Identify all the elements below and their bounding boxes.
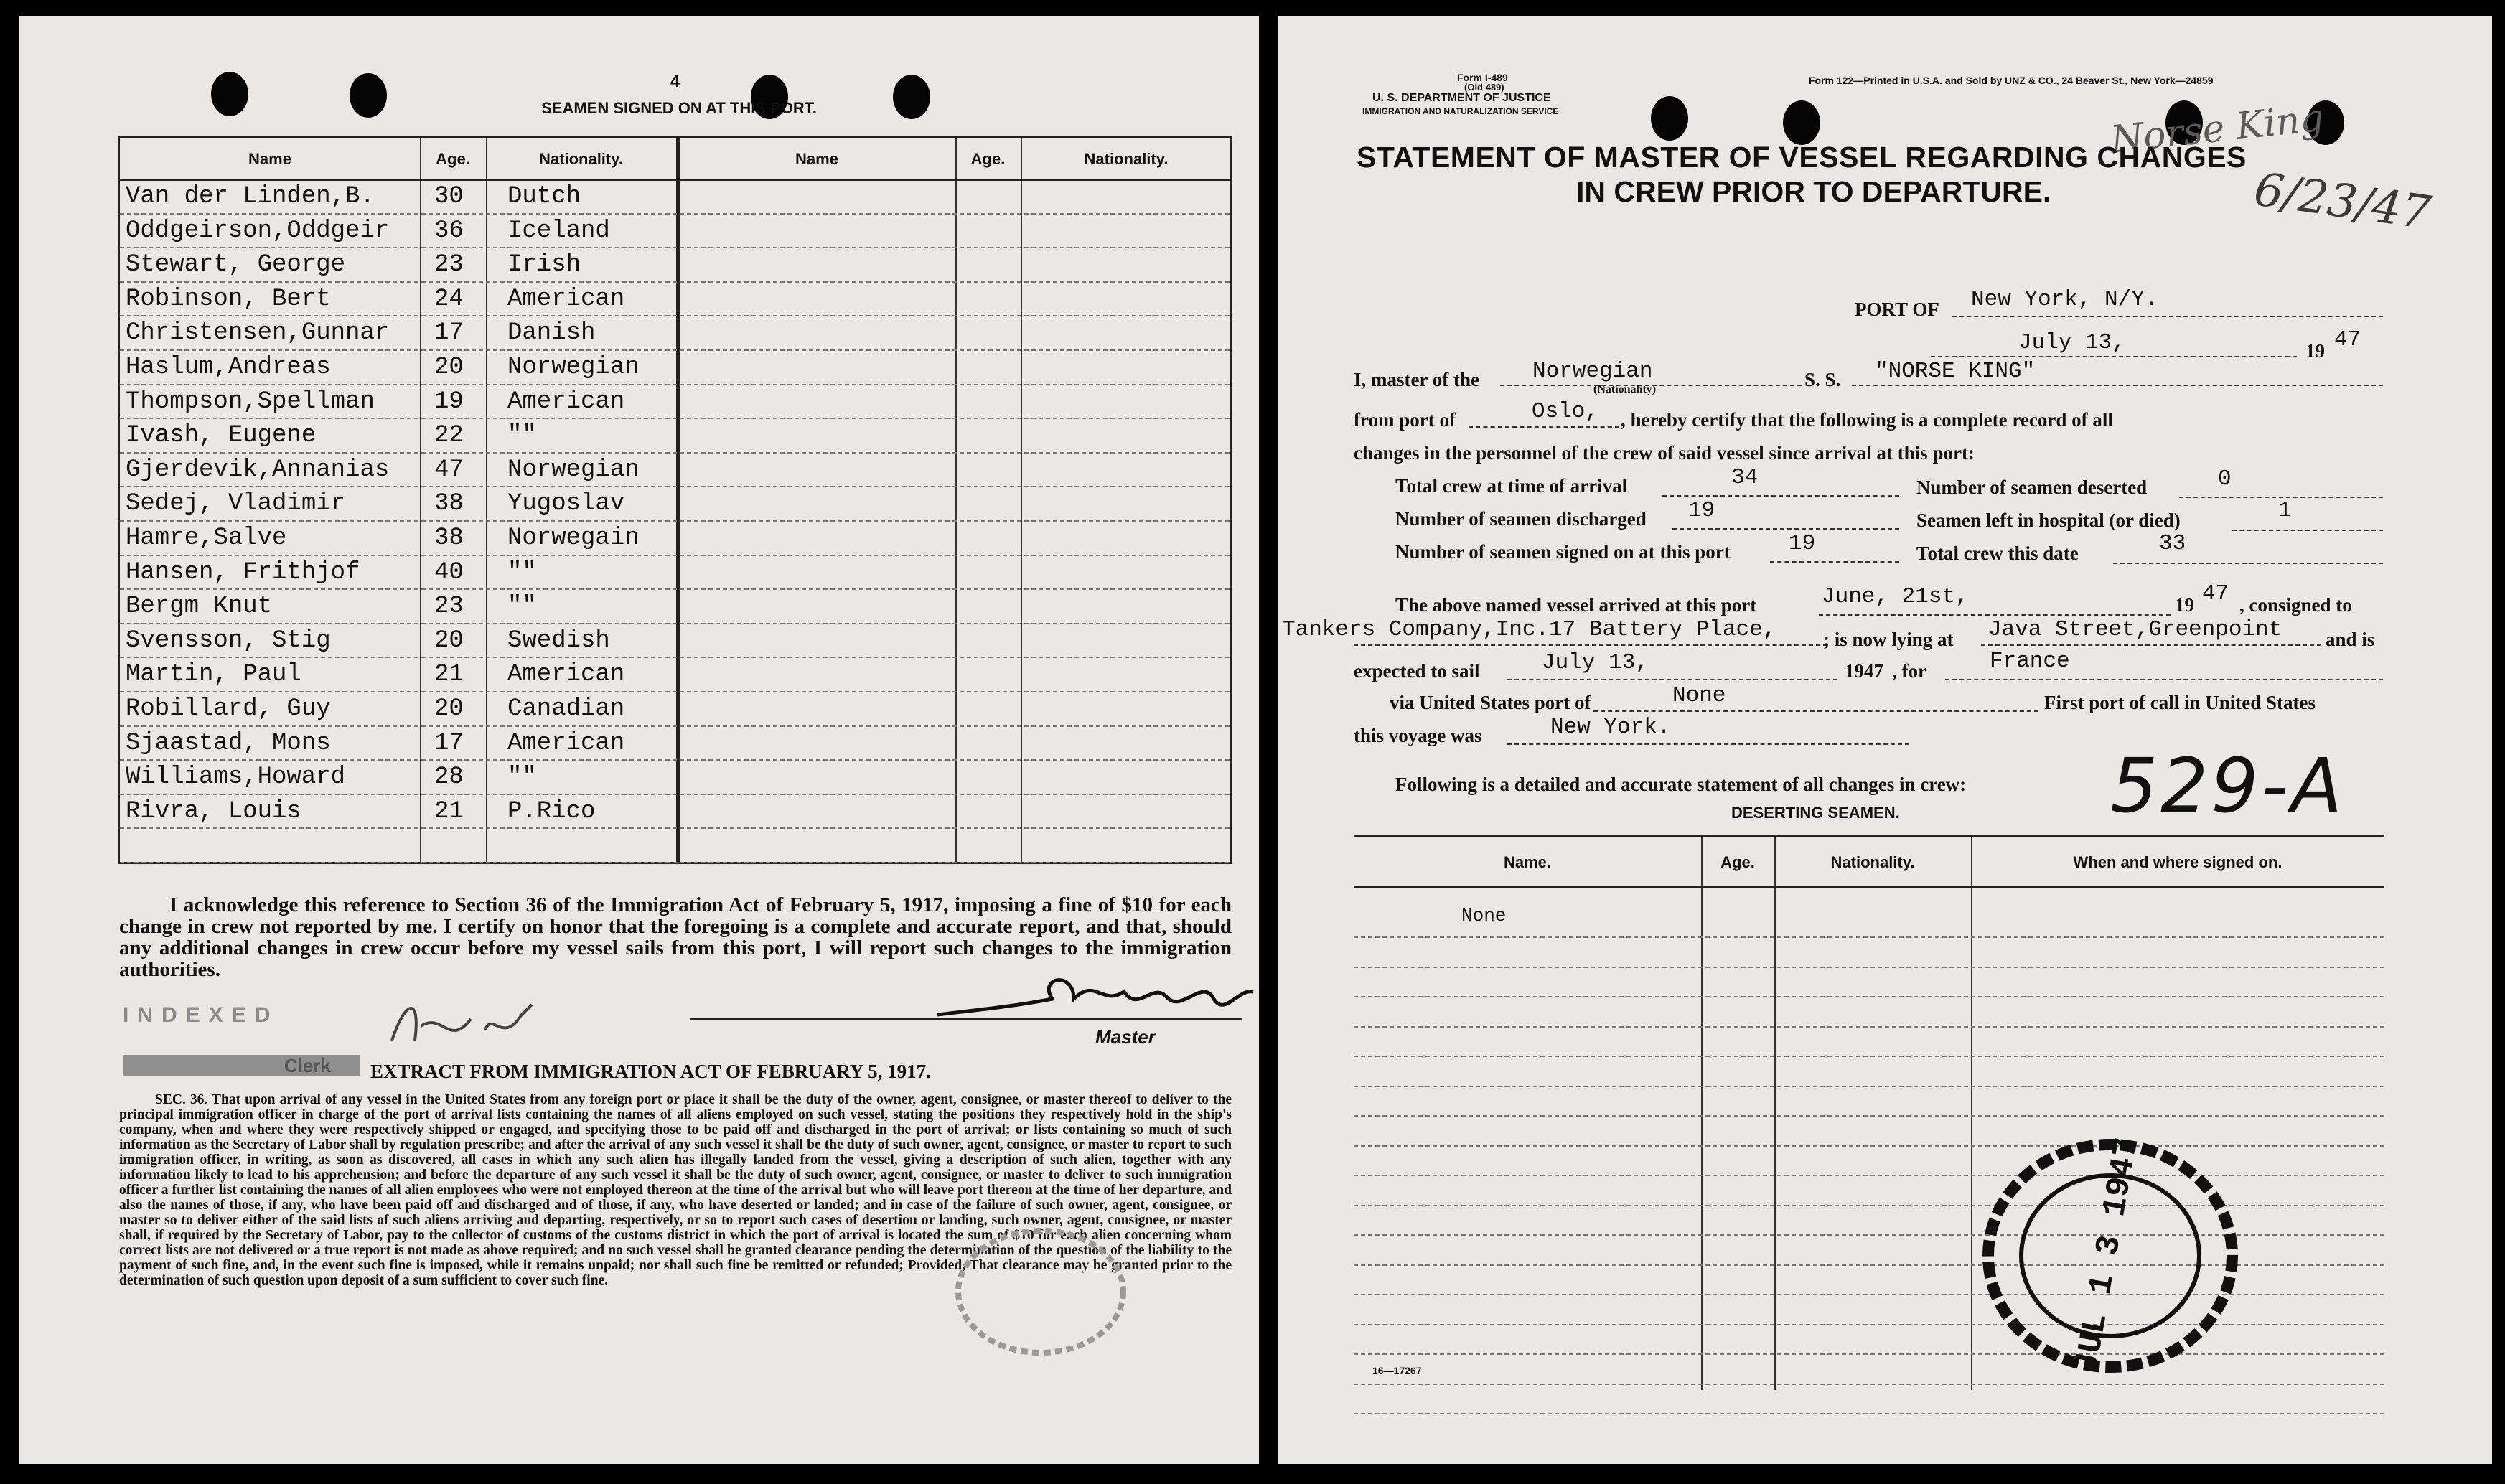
crew-nationality: American (507, 661, 625, 689)
printer-line: Form 122—Printed in U.S.A. and Sold by UNZ & CO., 24 Beaver St., New York—24859 (1809, 75, 2214, 86)
for-value: France (1990, 649, 2070, 674)
deserter-row (1354, 1056, 2384, 1057)
hospital-label: Seamen left in hospital (or died) (1916, 509, 2181, 531)
master-label: Master (1095, 1026, 1156, 1048)
consignee-line (1354, 644, 1827, 646)
port-label: PORT OF (1855, 299, 1939, 320)
lying-value: Java Street,Greenpoint (1988, 617, 2282, 642)
port-line (1952, 316, 2383, 317)
table-row (120, 657, 1230, 692)
crew-name: Hansen, Frithjof (126, 558, 360, 586)
crew-name: Thompson,Spellman (126, 388, 375, 415)
name-header-2: Name (795, 150, 838, 168)
vessel-line (1852, 385, 2383, 386)
certify-text: , hereby certify that the following is a complete record of all (1621, 409, 2113, 431)
nationality-header-2: Nationality. (1084, 150, 1169, 168)
crew-age: 21 (434, 797, 464, 825)
table-row (120, 725, 1230, 761)
sail-line (1507, 679, 1837, 680)
deserter-row (1354, 1384, 2384, 1385)
crew-age: 40 (434, 558, 464, 586)
sail-value: July 13, (1542, 650, 1649, 675)
age-header-2: Age. (970, 150, 1006, 168)
crew-name: Martin, Paul (126, 661, 301, 689)
table-row (120, 623, 1230, 659)
table-row (120, 691, 1230, 727)
crew-nationality: P.Rico (507, 797, 596, 825)
nationality-caption: (Nationality) (1593, 383, 1657, 395)
crew-nationality: Canadian (507, 695, 625, 723)
table-row (120, 486, 1230, 522)
consignee: Tankers Company,Inc.17 Battery Place, (1282, 617, 1776, 642)
crew-name: Hamre,Salve (126, 525, 287, 552)
date-line (1931, 356, 2297, 357)
arrived-line (1819, 614, 2171, 616)
date-value: July 13, (2018, 330, 2125, 355)
crew-nationality: American (507, 729, 625, 757)
file-number: 529-A (2110, 742, 2346, 830)
form-number: Form I-489 (1457, 72, 1508, 83)
from-port-value: Oslo, (1532, 399, 1599, 424)
crew-name: Stewart, George (126, 251, 346, 279)
crew-nationality: Iceland (507, 217, 610, 245)
table-row (120, 588, 1230, 624)
voyage-line (1507, 743, 1909, 745)
deserter-row (1354, 1413, 2384, 1414)
crew-nationality: "" (507, 593, 537, 621)
crew-name: Williams,Howard (126, 764, 346, 792)
crew-name: Bergm Knut (126, 593, 273, 621)
punch-hole (1783, 100, 1820, 145)
table-row (120, 520, 1230, 556)
table-row (120, 247, 1230, 283)
form-code: 16—17267 (1372, 1365, 1422, 1376)
form-old: (Old 489) (1464, 82, 1504, 93)
table-row (120, 794, 1230, 830)
crew-age: 30 (434, 183, 464, 210)
total-date-label: Total crew this date (1916, 543, 2079, 564)
table-row (120, 555, 1230, 591)
year-value: 47 (2334, 327, 2361, 352)
crew-age: 17 (434, 319, 464, 347)
crew-name: Rivra, Louis (126, 797, 301, 825)
crew-name: Svensson, Stig (126, 626, 331, 654)
deserter-row (1354, 967, 2384, 968)
arrived-year-suffix: 47 (2202, 581, 2229, 606)
crew-nationality: "" (507, 764, 537, 792)
crew-age: 20 (434, 695, 464, 723)
acknowledgment: I acknowledge this reference to Section 36 of the Immigration Act of February 5, 1917, imposing a fine of $10 for each change in crew not reported by me. I certify on honor that the foregoing is a complete and accurate report, and that, should any additional changes in crew occur before my vessel sails from this port, I will report such changes to the immigration authorities. (119, 893, 1232, 981)
crew-age: 19 (434, 388, 464, 415)
crew-nationality: Norwegian (507, 354, 640, 381)
dnationality-header: Nationality. (1830, 853, 1915, 871)
total-date-line (2113, 563, 2383, 564)
service: IMMIGRATION AND NATURALIZATION SERVICE (1362, 106, 1559, 116)
crew-nationality: Norwegain (507, 525, 640, 552)
crew-name: Haslum,Andreas (126, 354, 331, 381)
dage-header: Age. (1720, 853, 1755, 871)
deserting-title: DESERTING SEAMEN. (1731, 804, 1900, 822)
master-of-label: I, master of the (1354, 369, 1479, 390)
table-row (120, 213, 1230, 249)
for-label: , for (1892, 660, 1926, 682)
table-row (120, 281, 1230, 317)
deserter-row (1354, 936, 2384, 938)
arrived-value: June, 21st, (1822, 584, 1969, 609)
table-row (120, 179, 1230, 215)
page-number: 4 (670, 72, 680, 91)
deserter-row (1354, 1026, 2384, 1028)
deserter-row (1354, 1115, 2384, 1117)
crew-name: Gjerdevik,Annanias (126, 456, 390, 484)
for-line (1945, 679, 2383, 680)
table-row (120, 452, 1230, 488)
section-36-text: SEC. 36. That upon arrival of any vessel in the United States from any foreign port or place it shall be the duty of the owner, agent, consignee, or master thereof to deliver to the principal immigration officer in charge of the port of arrival lists containing the names of all aliens employed on such vessel, stating the positions they respectively hold in the ship's company, when and where they were respectively shipped or engaged, and specifying those to be paid off and discharged in the port of arrival; or lists containing so much of such information as the Secretary of Labor shall by regulation prescribe; and after the arrival of any such vessel it shall be the duty of such owner, agent, consignee, or master to report to such immigration officer, in writing, as soon as discovered, all cases in which any such alien has illegally landed from the vessel, giving a description of such alien, together with any information likely to lead to his apprehension; and before the departure of any such vessel it shall be the duty of such owner, agent, consignee, or master to deliver to such immigration officer a further list containing the names of all alien employees who were not employed thereon at the time of the arrival but who will leave port thereon at the time of her departure, and also the names of those, if any, who have been paid off and discharged and of those, if any, who have deserted or landed; and in case of the failure of such owner, agent, consignee, or master so to deliver either of the said lists of such aliens arriving and departing, respectively, or so to report such cases of desertion or landing, such owner, agent, consignee, or master shall, if required by the Secretary of Labor, pay to the collector of customs of the customs district in which the port of arrival is located the sum of $10 for each alien concerning whom correct lists are not delivered or a true report is not made as above required; and no such vessel shall be granted clearance pending the determination of the question of the liability to the payment of such fine, and, in the event such fine is imposed, while it remains unpaid; nor shall such fine be remitted or refunded; Provided, That clearance may be granted prior to the determination of such question upon deposit of a sum sufficient to cover such fine. (119, 1092, 1232, 1288)
crew-age: 23 (434, 593, 464, 621)
ss-label: S. S. (1804, 369, 1841, 390)
crew-age: 38 (434, 490, 464, 518)
first-port-label: First port of call in United States (2044, 692, 2316, 713)
and-is: and is (2326, 629, 2375, 650)
deserter-row (1354, 996, 2384, 997)
crew-age: 20 (434, 354, 464, 381)
vessel-name: "NORSE KING" (1875, 359, 2036, 384)
total-date-value: 33 (2159, 531, 2186, 556)
crew-name: Oddgeirson,Oddgeir (126, 217, 390, 245)
handwritten-vessel: Norse King (2108, 96, 2326, 162)
table-row (120, 349, 1230, 385)
crew-age: 22 (434, 422, 464, 450)
crew-nationality: Dutch (507, 183, 581, 210)
table-row (120, 384, 1230, 420)
expected-label: expected to sail (1354, 660, 1480, 682)
discharged-label: Number of seamen discharged (1395, 508, 1647, 530)
crew-age: 20 (434, 626, 464, 654)
voyage-label: this voyage was (1354, 725, 1482, 746)
changes-text: changes in the personnel of the crew of said vessel since arrival at this port: (1354, 442, 1975, 464)
crew-age: 17 (434, 729, 464, 757)
crew-nationality: "" (507, 422, 537, 450)
crew-nationality: Yugoslav (507, 490, 625, 518)
crew-nationality: American (507, 388, 625, 415)
signed-on-table (118, 136, 1232, 864)
crew-age: 21 (434, 661, 464, 689)
crew-nationality: Danish (507, 319, 596, 347)
crew-age: 47 (434, 456, 464, 484)
crew-nationality: Irish (507, 251, 581, 279)
handwritten-date: 6/23/47 (2251, 163, 2434, 240)
sail-year: 1947 (1845, 660, 1883, 682)
punch-hole (211, 72, 248, 116)
nationality-value: Norwegian (1532, 359, 1653, 384)
crew-name: Robillard, Guy (126, 695, 331, 723)
deserted-value: 0 (2218, 466, 2232, 492)
crew-age: 36 (434, 217, 464, 245)
punch-hole (350, 73, 387, 118)
section-title: SEAMEN SIGNED ON AT THIS PORT. (541, 99, 817, 117)
indexed-stamp: INDEXED (123, 1003, 279, 1027)
total-arrival-label: Total crew at time of arrival (1395, 475, 1628, 497)
arrived-year: 19 (2175, 594, 2194, 616)
clerk-label: Clerk (284, 1055, 332, 1076)
crew-name: Sjaastad, Mons (126, 729, 331, 757)
voyage-value: New York. (1550, 715, 1671, 740)
crew-name: Van der Linden,B. (126, 183, 375, 210)
total-arrival-line (1662, 495, 1899, 497)
year-prefix: 19 (2305, 340, 2325, 362)
deserter-entry: None (1461, 905, 1507, 926)
crew-nationality: American (507, 285, 625, 313)
crew-nationality: Norwegian (507, 456, 640, 484)
discharged-value: 19 (1688, 498, 1715, 523)
table-row (120, 418, 1230, 454)
dname-header: Name. (1503, 853, 1552, 871)
following-label: Following is a detailed and accurate statement of all changes in crew: (1395, 774, 1967, 795)
signed-on-line (1770, 561, 1899, 563)
port-value: New York, N/Y. (1971, 287, 2158, 312)
lying-label: ; is now lying at (1823, 629, 1954, 650)
signed-on-value: 19 (1789, 531, 1816, 556)
from-port-line (1469, 426, 1619, 428)
faint-stamp (947, 1220, 1134, 1363)
consigned-label: , consigned to (2239, 594, 2352, 616)
name-header: Name (248, 150, 291, 168)
crew-name: Christensen,Gunnar (126, 319, 390, 347)
form-title-line1: STATEMENT OF MASTER OF VESSEL REGARDING CHANGES (1357, 141, 2247, 174)
table-row (120, 315, 1230, 351)
deserter-row (1354, 1086, 2384, 1087)
crew-age: 24 (434, 285, 464, 313)
total-arrival-value: 34 (1731, 465, 1759, 490)
table-row (120, 759, 1230, 795)
immigration-stamp (1974, 1134, 2247, 1378)
nationality-header: Nationality. (539, 150, 623, 168)
dwhen-header: When and where signed on. (2073, 853, 2282, 871)
punch-hole (893, 75, 930, 119)
crew-nationality: "" (507, 558, 537, 586)
via-line (1593, 710, 2038, 712)
table-header (120, 138, 1230, 181)
initials-signature (378, 990, 579, 1062)
crew-age: 28 (434, 764, 464, 792)
crew-name: Sedej, Vladimir (126, 490, 346, 518)
crew-age: 38 (434, 525, 464, 552)
via-label: via United States port of (1390, 692, 1591, 713)
arrived-label: The above named vessel arrived at this port (1395, 594, 1757, 616)
crew-age: 23 (434, 251, 464, 279)
table-row (120, 827, 1230, 863)
via-value: None (1672, 683, 1726, 708)
signed-on-label: Number of seamen signed on at this port (1395, 541, 1731, 563)
discharged-line (1672, 528, 1899, 530)
department: U. S. DEPARTMENT OF JUSTICE (1372, 92, 1551, 104)
extract-title: EXTRACT FROM IMMIGRATION ACT OF FEBRUARY 5, 1917. (370, 1061, 931, 1082)
hospital-value: 1 (2278, 498, 2292, 523)
hospital-line (2232, 530, 2383, 531)
lying-line (1981, 644, 2321, 646)
master-signature (930, 970, 1259, 1028)
deserted-label: Number of seamen deserted (1916, 476, 2148, 498)
age-header: Age. (436, 150, 470, 168)
from-port-label: from port of (1354, 409, 1456, 431)
crew-nationality: Swedish (507, 626, 610, 654)
punch-hole (1651, 96, 1688, 141)
stamp-date: JUL 1 3 1947 (2068, 1135, 2147, 1376)
crew-name: Robinson, Bert (126, 285, 331, 313)
crew-name: Ivash, Eugene (126, 422, 317, 450)
form-title-line2: IN CREW PRIOR TO DEPARTURE. (1576, 175, 2051, 208)
